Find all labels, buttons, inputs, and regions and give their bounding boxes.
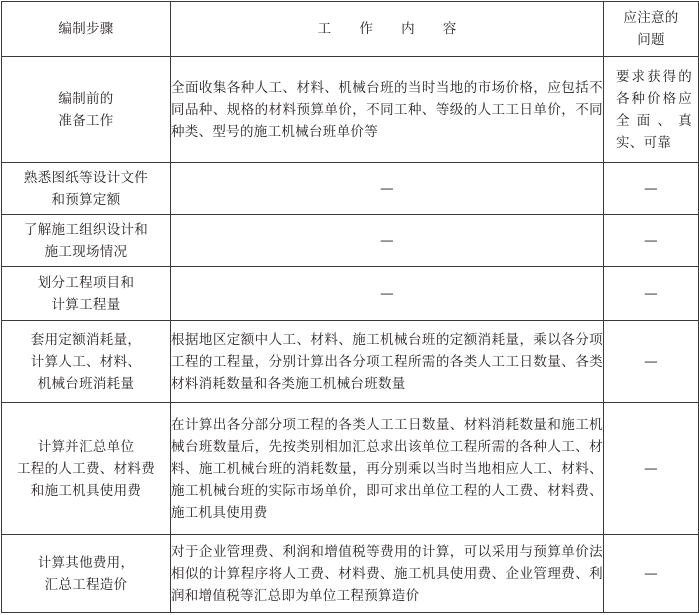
empty-dash: — <box>380 180 394 197</box>
header-step-label: 编制步骤 <box>58 21 114 37</box>
step-line: 划分工程项目和 <box>37 274 135 291</box>
note-cell <box>604 57 699 163</box>
step-line: 机械台班消耗量 <box>37 375 135 392</box>
table-row <box>2 535 699 613</box>
step-cell <box>2 163 171 215</box>
note-cell <box>604 163 699 215</box>
step-cell <box>2 215 171 267</box>
step-line: 计算人工、材料、 <box>30 353 142 370</box>
table-row <box>2 163 699 215</box>
empty-dash: — <box>644 565 658 582</box>
header-note-line: 应注意的 <box>623 10 679 26</box>
note-cell <box>604 403 699 535</box>
note-text: 要求获得的各种价格应全面、真实、可靠 <box>616 68 692 151</box>
step-line: 汇总工程造价 <box>44 576 128 593</box>
note-cell <box>604 321 699 403</box>
step-line: 工程的人工费、材料费 <box>17 460 155 477</box>
note-cell <box>604 535 699 613</box>
header-note-line: 问题 <box>637 32 665 48</box>
content-text: 根据地区定额中人工、材料、施工机械台班的定额消耗量，乘以各分项工程的工程量，分别计算出各分项工程所需的各类人工工日数量、各类材料消耗数量和各类施工机械台班数量 <box>171 331 603 392</box>
step-line: 套用定额消耗量， <box>30 331 142 348</box>
step-line: 和预算定额 <box>51 191 121 208</box>
content-text: 对于企业管理费、利润和增值税等费用的计算，可以采用与预算单价法相似的计算程序将人工费、材料费、施工机具使用费、企业管理费、利润和增值税等汇总即为单位工程预算造价 <box>171 543 603 604</box>
content-cell <box>171 267 604 321</box>
step-line: 施工现场情况 <box>44 243 128 260</box>
step-line: 熟悉图纸等设计文件 <box>23 169 149 186</box>
step-line: 编制前的 <box>58 90 114 107</box>
header-row <box>2 2 699 57</box>
step-cell <box>2 403 171 535</box>
step-cell <box>2 535 171 613</box>
empty-dash: — <box>644 460 658 477</box>
empty-dash: — <box>380 232 394 249</box>
content-cell <box>171 321 604 403</box>
step-line: 了解施工组织设计和 <box>23 221 149 238</box>
content-cell <box>171 163 604 215</box>
header-step <box>2 2 171 57</box>
empty-dash: — <box>644 232 658 249</box>
header-content <box>171 2 604 57</box>
step-cell <box>2 57 171 163</box>
note-cell <box>604 267 699 321</box>
step-cell <box>2 321 171 403</box>
steps-table <box>1 1 699 613</box>
step-cell <box>2 267 171 321</box>
step-line: 和施工机具使用费 <box>30 482 142 499</box>
step-line: 计算并汇总单位 <box>37 438 135 455</box>
table-row <box>2 57 699 163</box>
content-text: 在计算出各分部分项工程的各类人工工日数量、材料消耗数量和施工机械台班数量后，先按类别相加汇总求出该单位工程所需的各种人工、材料、施工机械台班的消耗数量，再分别乘以当时当地相应人工、材料、施工机械台班的实际市场单价，即可求出单位工程的人工费、材料费、施工机具使用费 <box>171 416 603 521</box>
step-line: 计算工程量 <box>51 296 121 313</box>
table-row <box>2 267 699 321</box>
note-cell <box>604 215 699 267</box>
empty-dash: — <box>644 180 658 197</box>
content-cell <box>171 535 604 613</box>
table-row <box>2 403 699 535</box>
table-row <box>2 215 699 267</box>
empty-dash: — <box>644 285 658 302</box>
content-cell <box>171 403 604 535</box>
header-content-label: 工 作 内 容 <box>317 21 469 37</box>
content-text: 全面收集各种人工、材料、机械台班的当时当地的市场价格，应包括不同品种、规格的材料预算单价，不同工种、等级的人工工日单价，不同种类、型号的施工机械台班单价等 <box>171 79 603 140</box>
content-cell <box>171 57 604 163</box>
header-note <box>604 2 699 57</box>
empty-dash: — <box>644 353 658 370</box>
step-line: 准备工作 <box>58 112 114 129</box>
content-cell <box>171 215 604 267</box>
step-line: 计算其他费用， <box>37 554 135 571</box>
table-row <box>2 321 699 403</box>
empty-dash: — <box>380 285 394 302</box>
